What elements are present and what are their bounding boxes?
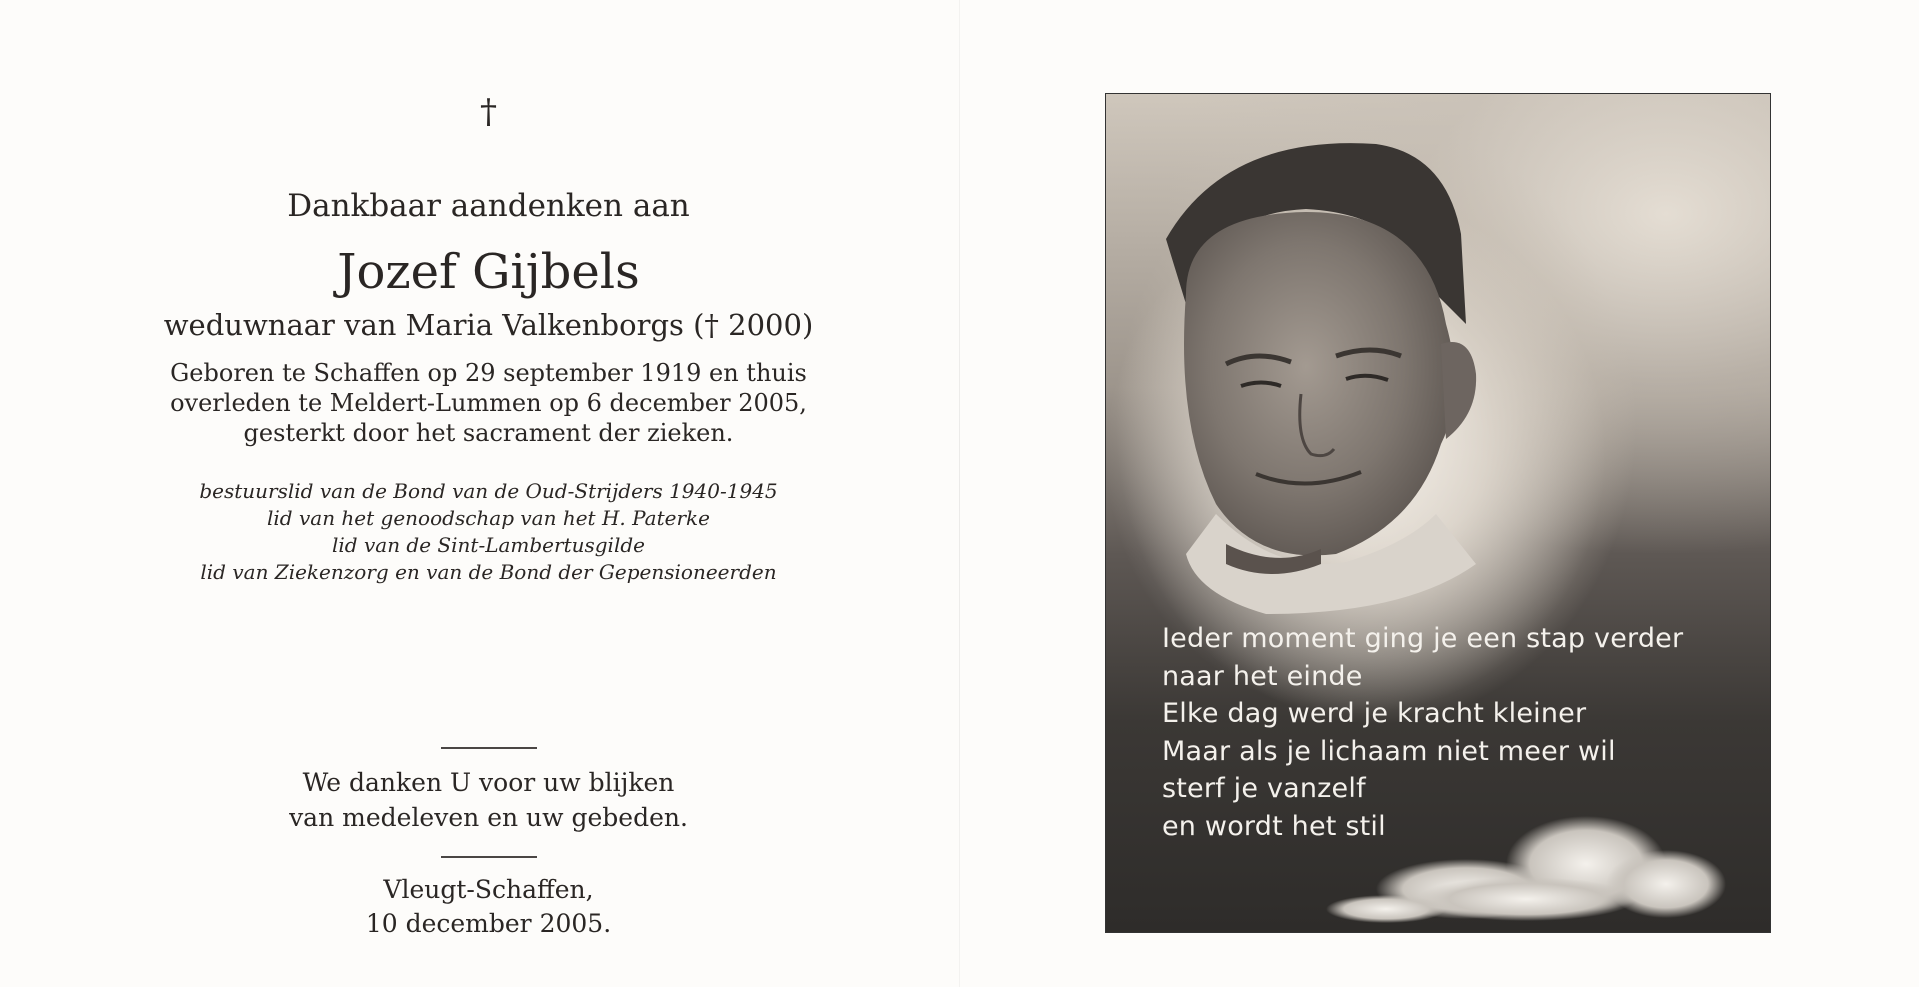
cross-symbol: †: [480, 92, 497, 132]
thanks-text: [0, 765, 977, 835]
membership-line: lid van de Sint-Lambertusgilde: [332, 533, 645, 557]
birth-death-line: Geboren te Schaffen op 29 september 1919 en thuis: [170, 359, 807, 387]
divider: [441, 747, 537, 749]
membership-line: lid van Ziekenzorg en van de Bond der Gepensioneerden: [200, 560, 777, 584]
cloud: [1326, 895, 1446, 923]
birth-death-line: gesterkt door het sacrament der zieken.: [243, 419, 734, 447]
thanks-line: van medeleven en uw gebeden.: [289, 803, 688, 832]
birth-death-line: overleden te Meldert-Lummen op 6 december 2005,: [170, 389, 807, 417]
poem-line: Elke dag werd je kracht kleiner: [1162, 698, 1587, 729]
poem-line: naar het einde: [1162, 660, 1363, 692]
poem-line: Maar als je lichaam niet meer wil: [1162, 735, 1616, 767]
place-line: Vleugt-Schaffen,: [383, 875, 594, 904]
birth-death-text: [0, 358, 977, 448]
memberships-list: [0, 478, 977, 586]
cloud: [1416, 877, 1636, 921]
poem-line: en wordt het stil: [1162, 810, 1386, 842]
deceased-name: Jozef Gijbels: [337, 244, 640, 300]
date-line: 10 december 2005.: [365, 909, 612, 938]
divider: [441, 856, 537, 858]
poem-text: [1162, 620, 1683, 845]
portrait-photo: [1105, 93, 1771, 933]
thanks-line: We danken U voor uw blijken: [302, 768, 675, 797]
membership-line: bestuurslid van de Bond van de Oud-Strijders 1940-1945: [199, 479, 778, 503]
membership-line: lid van het genoodschap van het H. Paterke: [267, 506, 710, 530]
poem-line: Ieder moment ging je een stap verder: [1162, 623, 1684, 654]
widower-line: weduwnaar van Maria Valkenborgs († 2000): [163, 308, 814, 342]
intro-text: Dankbaar aandenken aan: [287, 188, 690, 224]
place-date: [0, 873, 977, 941]
poem-line: sterf je vanzelf: [1162, 773, 1366, 804]
text-panel: [0, 0, 959, 987]
